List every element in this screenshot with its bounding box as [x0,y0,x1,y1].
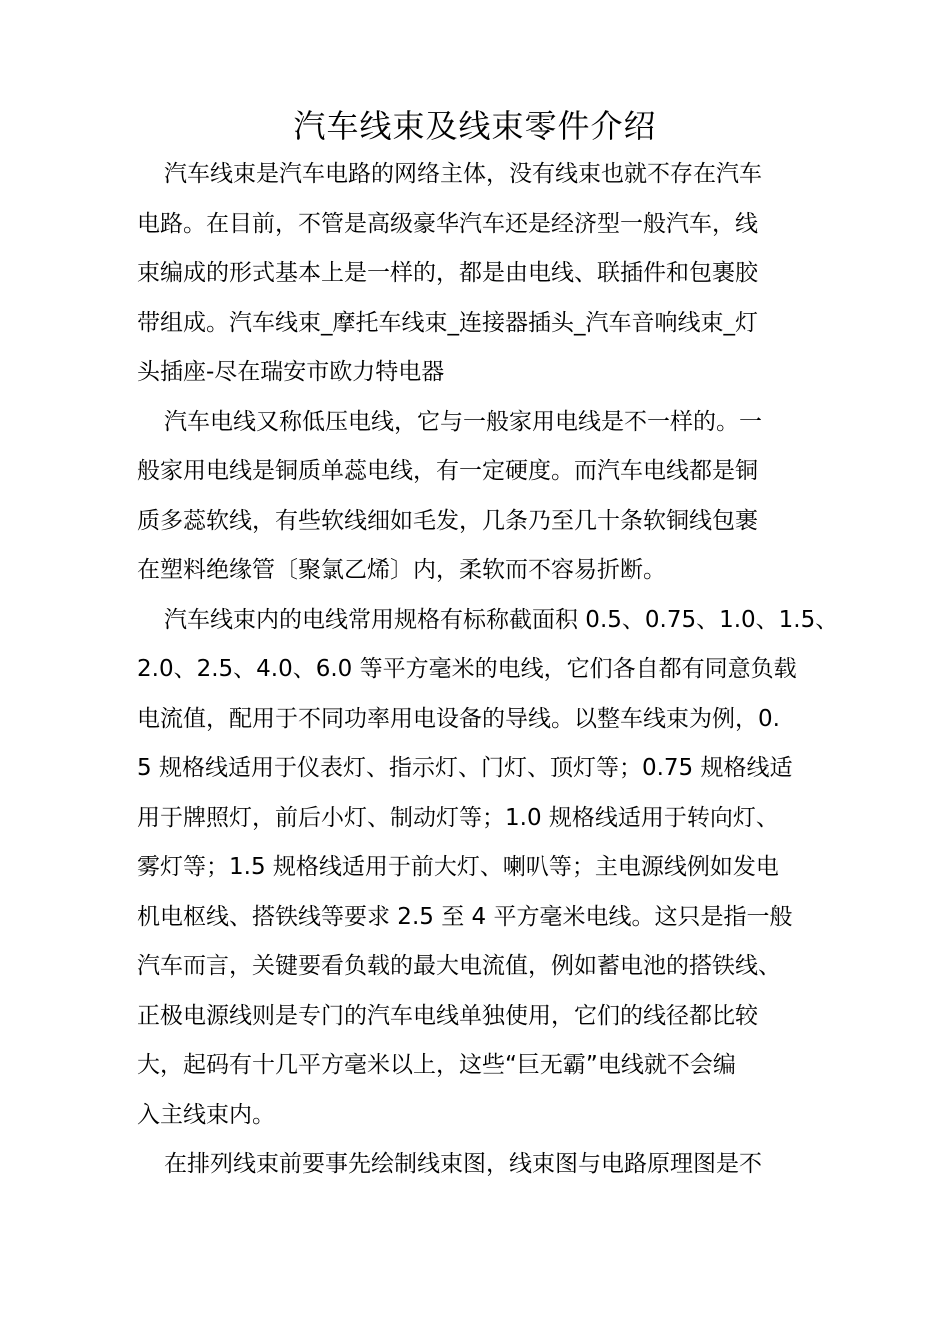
paragraph-1 [137,150,813,398]
paragraph-4 [137,1140,813,1190]
paragraph-2 [137,398,813,596]
text-line: 汽车而言，关键要看负载的最大电流值，例如蓄电池的搭铁线、 [137,953,781,979]
text-line: 汽车线束内的电线常用规格有标称截面积 0.5、0.75、1.0、1.5、 [164,606,839,633]
text-line: 入主线束内。 [137,1101,275,1128]
text-line: 般家用电线是铜质单蕊电线，有一定硬度。而汽车电线都是铜 [137,458,758,484]
text-line: 电流值，配用于不同功率用电设备的导线。以整车线束为例，0. [137,705,780,732]
text-line: 电路。在目前，不管是高级豪华汽车还是经济型一般汽车，线 [137,210,758,237]
text-line: 5 规格线适用于仪表灯、指示灯、门灯、顶灯等；0.75 规格线适 [137,755,793,781]
text-line: 在塑料绝缘管〔聚氯乙烯〕内，柔软而不容易折断。 [137,557,666,583]
text-line: 雾灯等；1.5 规格线适用于前大灯、喇叭等；主电源线例如发电 [137,854,779,880]
text-line: 头插座-尽在瑞安市欧力特电器 [137,359,445,385]
paragraph-3 [137,596,839,1141]
text-line: 正极电源线则是专门的汽车电线单独使用，它们的线径都比较 [137,1002,758,1029]
text-line: 用于牌照灯，前后小灯、制动灯等；1.0 规格线适用于转向灯、 [137,804,779,831]
text-line: 机电枢线、搭铁线等要求 2.5 至 4 平方毫米电线。这只是指一般 [137,903,793,930]
text-line: 质多蕊软线，有些软线细如毛发，几条乃至几十条软铜线包裹 [137,507,758,534]
text-line: 在排列线束前要事先绘制线束图，线束图与电路原理图是不 [164,1151,762,1177]
text-line: 大，起码有十几平方毫米以上，这些“巨无霸”电线就不会编 [137,1052,736,1078]
text-line: 2.0、2.5、4.0、6.0 等平方毫米的电线，它们各自都有同意负载 [137,656,797,682]
text-line: 束编成的形式基本上是一样的，都是由电线、联插件和包裹胶 [137,260,758,286]
document-body [137,150,839,1190]
text-line: 汽车电线又称低压电线，它与一般家用电线是不一样的。一 [164,408,762,435]
text-line: 带组成。汽车线束_摩托车线束_连接器插头_汽车音响线束_灯 [137,309,758,336]
text-line: 汽车线束是汽车电路的网络主体，没有线束也就不存在汽车 [164,161,762,187]
document-title: 汽车线束及线束零件介绍 [293,107,657,145]
